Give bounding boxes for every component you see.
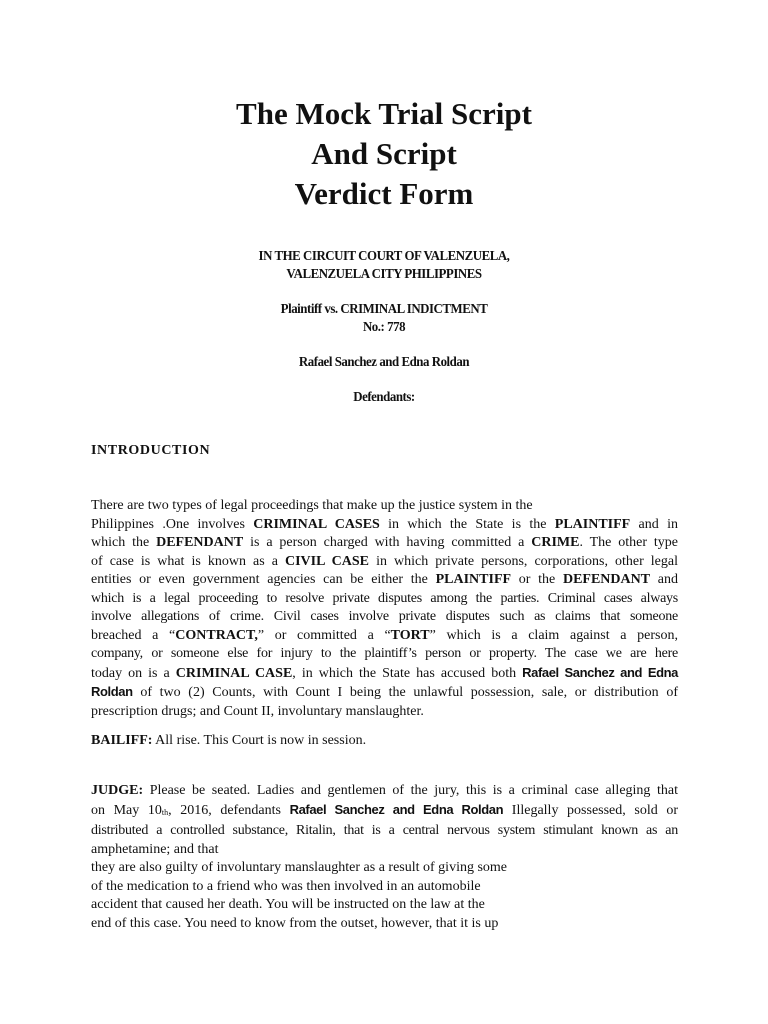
introduction-paragraph [91,497,678,721]
case-line-1: Plaintiff vs. CRIMINAL INDICTMENT [280,302,488,317]
title-line-1: The Mock Trial Script [236,96,532,131]
court-line-1: IN THE CIRCUIT COURT OF VALENZUELA, [258,249,510,264]
text-line: amphetamine; and that [91,841,219,857]
defendants-label: Defendants: [353,390,415,405]
text-line: There are two types of legal proceedings that make up the justice system in the [91,498,533,513]
judge-paragraph [91,782,678,933]
section-heading-introduction: INTRODUCTION [91,443,211,458]
text-line: distributed a controlled substance, Ritalin, that is a central nervous system stimulant known as an [91,823,678,838]
bailiff-line: BAILIFF: All rise. This Court is now in session. [91,733,367,748]
text-line: breached a “CONTRACT,” or committed a “TORT” which is a claim against a person, [91,627,678,643]
text-line: end of this case. You need to know from the outset, however, that it is up [91,915,499,931]
case-line-2: No.: 778 [362,320,406,335]
document-title [0,94,768,214]
speaker-judge: JUDGE: [91,783,144,798]
text-line: which is a legal proceeding to resolve private disputes among the parties. Criminal cases always [91,590,678,606]
case-caption [31,301,738,337]
text-line: today on is a CRIMINAL CASE, in which the State has accused both Rafael Sanchez and Edna [91,664,679,681]
text-line: JUDGE: Please be seated. Ladies and gentlemen of the jury, this is a criminal case alleging that [91,783,678,798]
text-line: of case is what is known as a CIVIL CASE in which private persons, corporations, other legal [91,553,679,569]
title-line-3: Verdict Form [294,176,474,211]
court-heading [31,248,738,284]
title-line-2: And Script [311,136,457,171]
text-line: company, or someone else for injury to the plaintiff’s person or property. The case we are here [91,646,678,661]
speaker-bailiff: BAILIFF: [91,733,153,748]
defendants-names: Rafael Sanchez and Edna Roldan [298,355,470,370]
text-line: accident that caused her death. You will be instructed on the law at the [91,897,485,912]
text-line: prescription drugs; and Count II, involuntary manslaughter. [91,703,424,719]
text-line: Philippines .One involves CRIMINAL CASES in which the State is the PLAINTIFF and in [91,516,678,532]
court-line-2: VALENZUELA CITY PHILIPPINES [286,267,482,282]
text-line: they are also guilty of involuntary manslaughter as a result of giving some [91,860,508,875]
text-line: Roldan of two (2) Counts, with Count I being the unlawful possession, sale, or distribution of [91,684,678,700]
text-line: of the medication to a friend who was then involved in an automobile [91,878,481,894]
text-line: entities or even government agencies can be either the PLAINTIFF or the DEFENDANT and [91,572,679,587]
text-line: which the DEFENDANT is a person charged with having committed a CRIME. The other type [91,535,678,550]
text-line: involve allegations of crime. Civil cases involve private disputes such as claims that someone [91,609,678,624]
text-line: on May 10th, 2016, defendants Rafael Sanchez and Edna Roldan Illegally possessed, sold or [91,801,678,818]
